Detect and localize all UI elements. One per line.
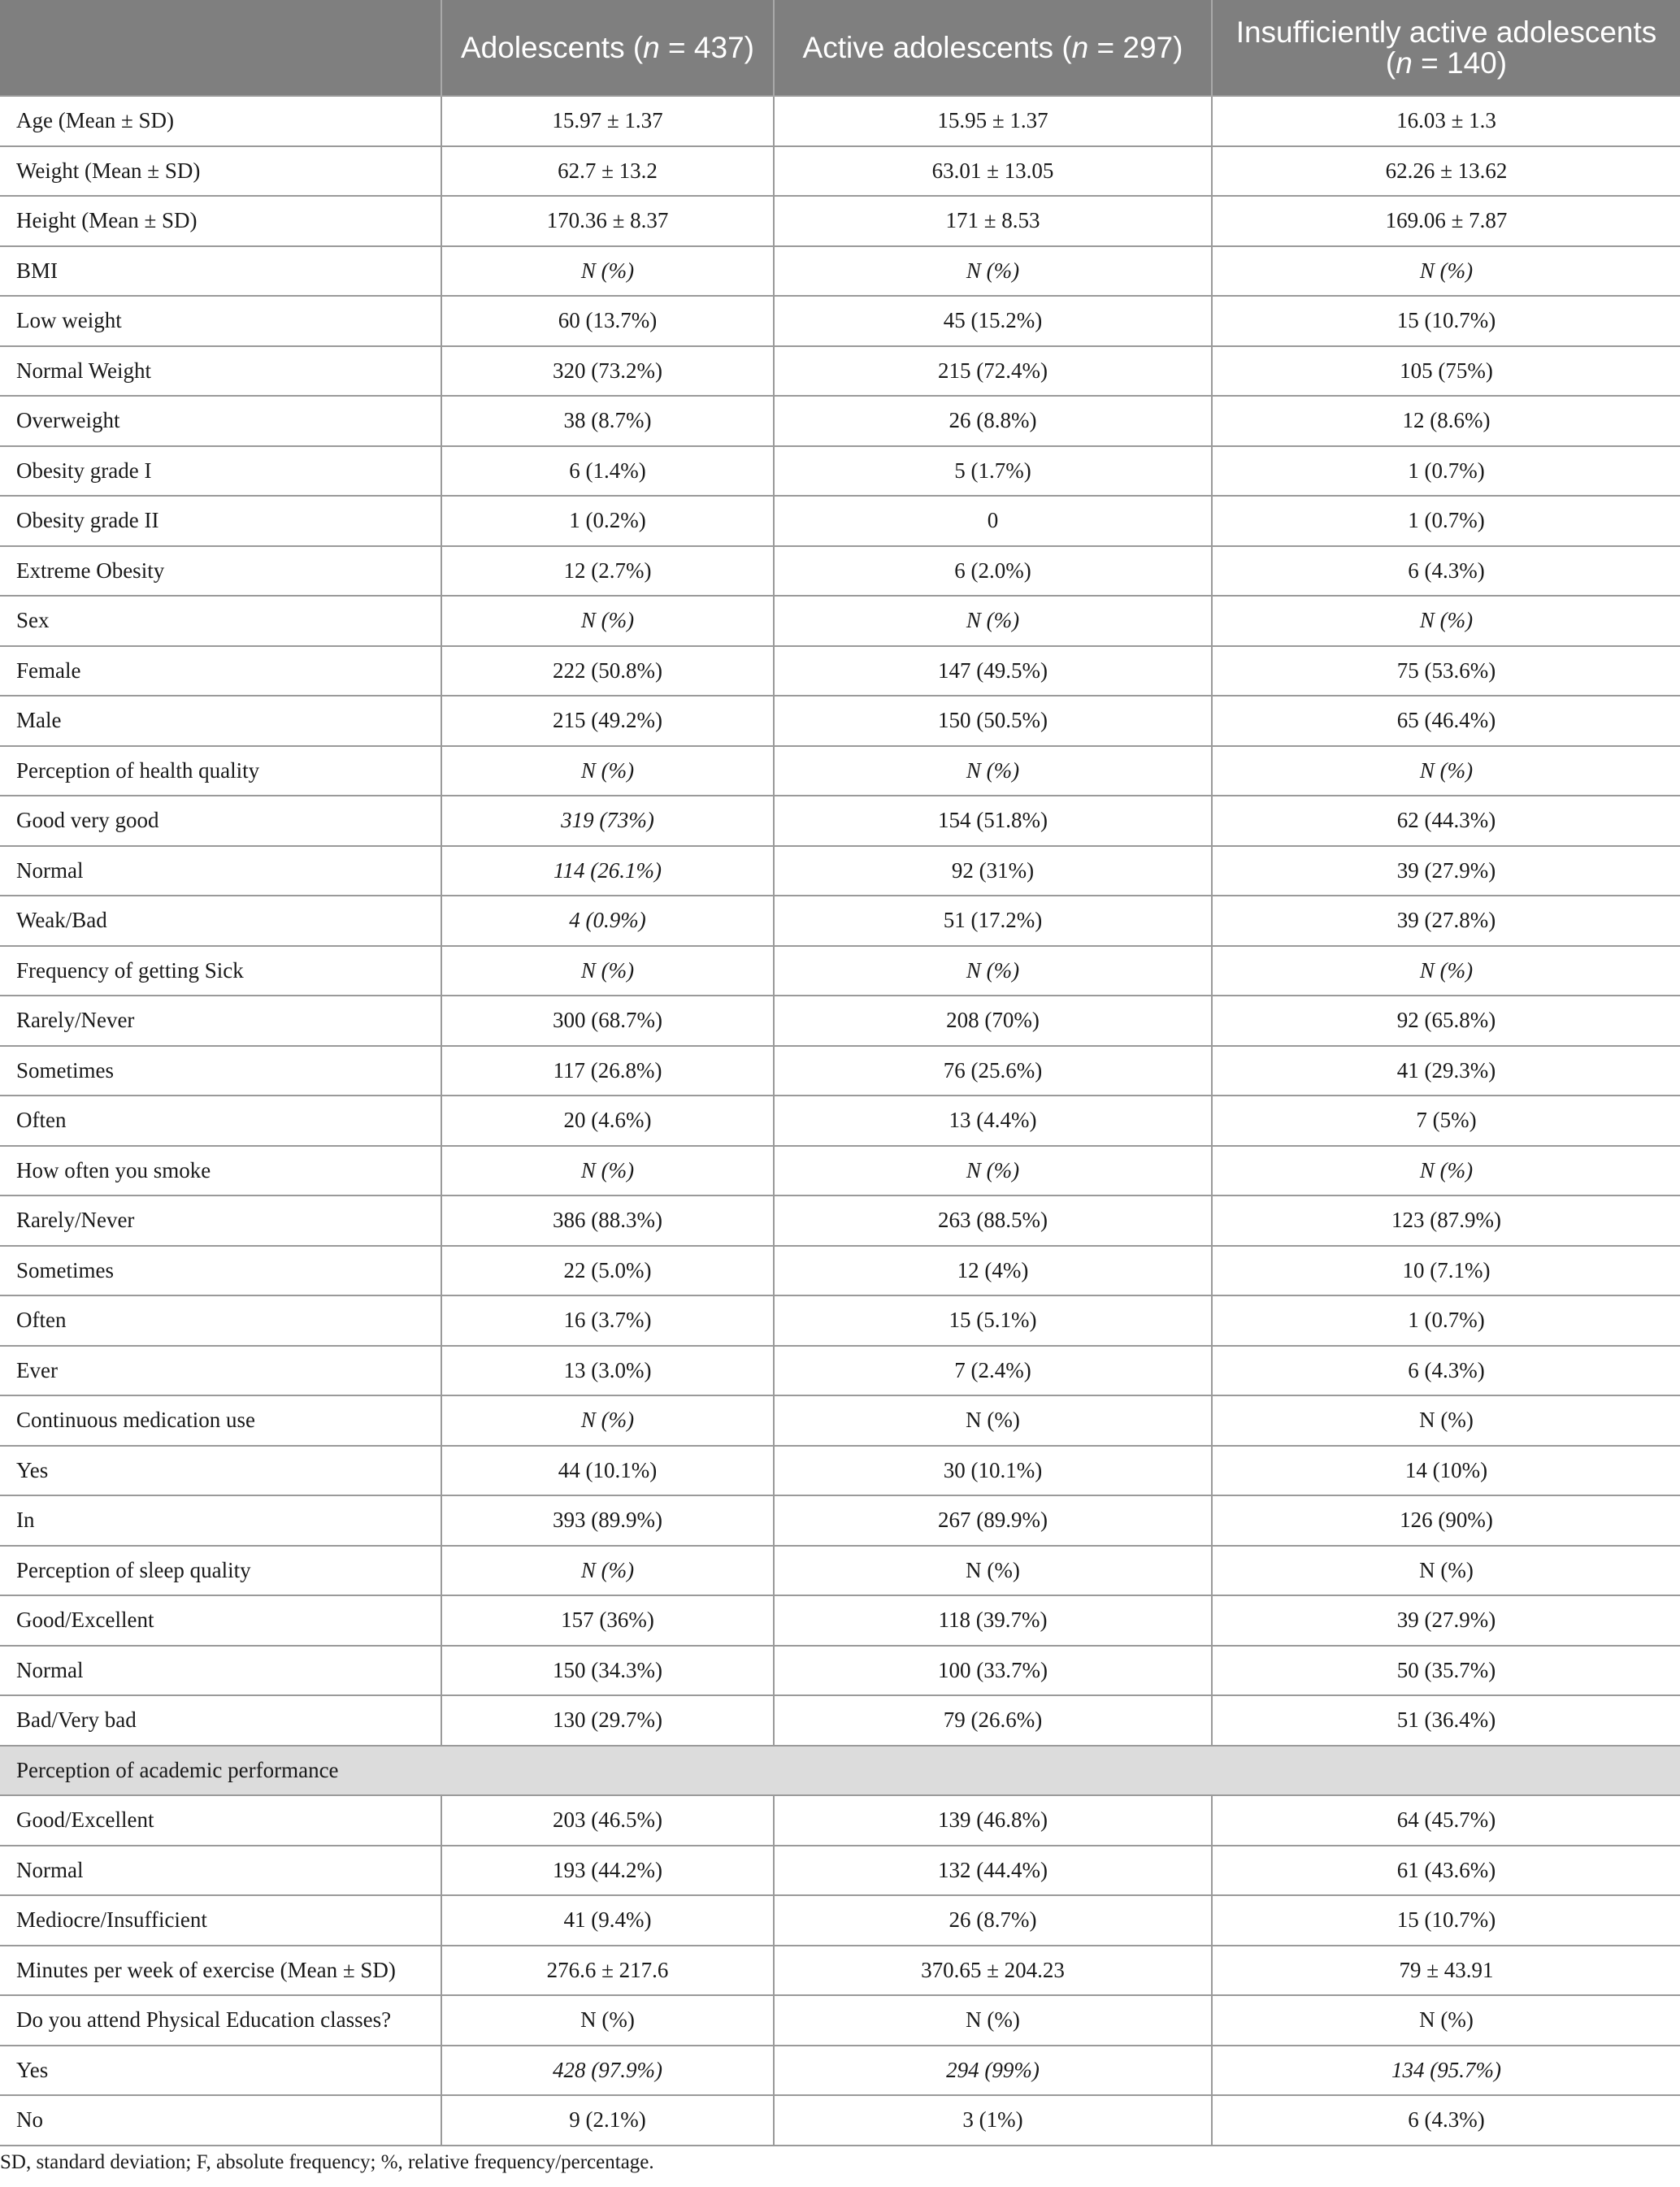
row-value: 139 (46.8%)	[774, 1795, 1212, 1846]
row-value: 44 (10.1%)	[441, 1446, 774, 1496]
row-value: 154 (51.8%)	[774, 796, 1212, 846]
row-label: Good/Excellent	[0, 1595, 441, 1646]
table-row	[0, 1195, 1680, 1246]
row-value: 51 (36.4%)	[1212, 1695, 1680, 1746]
row-value: N (%)	[1212, 596, 1680, 646]
row-value: 215 (72.4%)	[774, 346, 1212, 397]
row-label: Obesity grade I	[0, 446, 441, 497]
table-row	[0, 996, 1680, 1046]
table-row	[0, 1495, 1680, 1546]
row-label: Rarely/Never	[0, 996, 441, 1046]
row-label: Good/Excellent	[0, 1795, 441, 1846]
row-value: 62.26 ± 13.62	[1212, 146, 1680, 197]
row-value: 26 (8.8%)	[774, 396, 1212, 446]
table-row	[0, 696, 1680, 746]
row-label: Rarely/Never	[0, 1195, 441, 1246]
row-value: N (%)	[441, 596, 774, 646]
row-value: 26 (8.7%)	[774, 1895, 1212, 1946]
row-value: 150 (34.3%)	[441, 1646, 774, 1696]
header-adolescents: Adolescents (n = 437)	[441, 0, 774, 96]
row-value: 100 (33.7%)	[774, 1646, 1212, 1696]
row-value: 41 (29.3%)	[1212, 1046, 1680, 1096]
row-value: 117 (26.8%)	[441, 1046, 774, 1096]
row-label: Normal Weight	[0, 346, 441, 397]
row-value: 16 (3.7%)	[441, 1295, 774, 1346]
table-row	[0, 2046, 1680, 2096]
table-row	[0, 196, 1680, 246]
header-stub	[0, 0, 441, 96]
row-value: N (%)	[1212, 246, 1680, 297]
row-value: 123 (87.9%)	[1212, 1195, 1680, 1246]
row-label: Continuous medication use	[0, 1395, 441, 1446]
row-value: 1 (0.7%)	[1212, 1295, 1680, 1346]
row-value: 45 (15.2%)	[774, 296, 1212, 346]
row-value: 208 (70%)	[774, 996, 1212, 1046]
header-insufficiently-active: Insufficiently active adolescents (n = 140)	[1212, 0, 1680, 96]
row-value: N (%)	[441, 946, 774, 996]
row-value: N (%)	[774, 1146, 1212, 1196]
row-value: 64 (45.7%)	[1212, 1795, 1680, 1846]
row-value: 15.97 ± 1.37	[441, 96, 774, 146]
row-label: Often	[0, 1295, 441, 1346]
row-value: 1 (0.7%)	[1212, 496, 1680, 546]
row-value: 65 (46.4%)	[1212, 696, 1680, 746]
row-value: 79 ± 43.91	[1212, 1946, 1680, 1996]
row-label: Overweight	[0, 396, 441, 446]
row-value: N (%)	[774, 1546, 1212, 1596]
row-value: 39 (27.9%)	[1212, 846, 1680, 896]
row-value: 203 (46.5%)	[441, 1795, 774, 1846]
table-row	[0, 1995, 1680, 2046]
row-value: 147 (49.5%)	[774, 646, 1212, 696]
table-row	[0, 1446, 1680, 1496]
row-value: 92 (31%)	[774, 846, 1212, 896]
table-row	[0, 146, 1680, 197]
table-row	[0, 1046, 1680, 1096]
row-value: 1 (0.7%)	[1212, 446, 1680, 497]
table-row	[0, 1695, 1680, 1746]
row-value: 6 (4.3%)	[1212, 2095, 1680, 2146]
row-label: Male	[0, 696, 441, 746]
table-row	[0, 546, 1680, 597]
row-label: Weight (Mean ± SD)	[0, 146, 441, 197]
row-value: 6 (4.3%)	[1212, 1346, 1680, 1396]
row-label: Extreme Obesity	[0, 546, 441, 597]
row-value: 4 (0.9%)	[441, 896, 774, 946]
row-value: 428 (97.9%)	[441, 2046, 774, 2096]
row-value: 62.7 ± 13.2	[441, 146, 774, 197]
row-value: 15 (10.7%)	[1212, 296, 1680, 346]
table-row	[0, 1846, 1680, 1896]
row-label: Perception of health quality	[0, 746, 441, 796]
row-label: Sometimes	[0, 1046, 441, 1096]
table-row	[0, 1395, 1680, 1446]
header-row	[0, 0, 1680, 96]
row-value: 6 (1.4%)	[441, 446, 774, 497]
row-label: Yes	[0, 2046, 441, 2096]
table-row	[0, 2095, 1680, 2146]
table-row	[0, 796, 1680, 846]
row-value: 170.36 ± 8.37	[441, 196, 774, 246]
table-row	[0, 946, 1680, 996]
table-row	[0, 646, 1680, 696]
table-row	[0, 746, 1680, 796]
row-value: 263 (88.5%)	[774, 1195, 1212, 1246]
row-label: Often	[0, 1096, 441, 1146]
row-value: 320 (73.2%)	[441, 346, 774, 397]
table-row	[0, 396, 1680, 446]
row-value: 276.6 ± 217.6	[441, 1946, 774, 1996]
row-value: 7 (2.4%)	[774, 1346, 1212, 1396]
row-value: 0	[774, 496, 1212, 546]
row-value: 300 (68.7%)	[441, 996, 774, 1046]
row-label: Normal	[0, 846, 441, 896]
row-value: 370.65 ± 204.23	[774, 1946, 1212, 1996]
row-value: 12 (8.6%)	[1212, 396, 1680, 446]
row-label: Obesity grade II	[0, 496, 441, 546]
row-value: N (%)	[1212, 746, 1680, 796]
row-label: Female	[0, 646, 441, 696]
row-label: Low weight	[0, 296, 441, 346]
table-row	[0, 296, 1680, 346]
table-row	[0, 1895, 1680, 1946]
row-label: Minutes per week of exercise (Mean ± SD)	[0, 1946, 441, 1996]
row-value: N (%)	[1212, 1995, 1680, 2046]
row-value: 62 (44.3%)	[1212, 796, 1680, 846]
row-label: Age (Mean ± SD)	[0, 96, 441, 146]
row-value: 79 (26.6%)	[774, 1695, 1212, 1746]
row-value: 63.01 ± 13.05	[774, 146, 1212, 197]
row-value: N (%)	[774, 1995, 1212, 2046]
row-value: 38 (8.7%)	[441, 396, 774, 446]
row-label: Ever	[0, 1346, 441, 1396]
table-footnote: SD, standard deviation; F, absolute frequency; %, relative frequency/percentage.	[0, 2151, 654, 2173]
table-row	[0, 1246, 1680, 1296]
row-value: 39 (27.8%)	[1212, 896, 1680, 946]
row-value: 14 (10%)	[1212, 1446, 1680, 1496]
row-value: 294 (99%)	[774, 2046, 1212, 2096]
row-value: N (%)	[1212, 1146, 1680, 1196]
row-value: N (%)	[1212, 946, 1680, 996]
table-row	[0, 1096, 1680, 1146]
table-row	[0, 1595, 1680, 1646]
row-value: N (%)	[1212, 1395, 1680, 1446]
row-value: 193 (44.2%)	[441, 1846, 774, 1896]
table-body	[0, 96, 1680, 2146]
table-row	[0, 1646, 1680, 1696]
row-value: N (%)	[774, 746, 1212, 796]
row-value: 12 (4%)	[774, 1246, 1212, 1296]
row-value: 150 (50.5%)	[774, 696, 1212, 746]
row-label: Do you attend Physical Education classes?	[0, 1995, 441, 2046]
table-row	[0, 1746, 1680, 1796]
row-value: 39 (27.9%)	[1212, 1595, 1680, 1646]
row-label: Bad/Very bad	[0, 1695, 441, 1746]
table-row	[0, 596, 1680, 646]
row-label: Height (Mean ± SD)	[0, 196, 441, 246]
row-value: 126 (90%)	[1212, 1495, 1680, 1546]
row-value: 20 (4.6%)	[441, 1096, 774, 1146]
row-value: 171 ± 8.53	[774, 196, 1212, 246]
table-row	[0, 346, 1680, 397]
row-value: 13 (3.0%)	[441, 1346, 774, 1396]
table-row	[0, 96, 1680, 146]
table-row	[0, 1795, 1680, 1846]
row-value: 15 (5.1%)	[774, 1295, 1212, 1346]
row-value: 75 (53.6%)	[1212, 646, 1680, 696]
row-value: 393 (89.9%)	[441, 1495, 774, 1546]
row-value: 16.03 ± 1.3	[1212, 96, 1680, 146]
row-value: 105 (75%)	[1212, 346, 1680, 397]
row-value: 319 (73%)	[441, 796, 774, 846]
header-active-adolescents: Active adolescents (n = 297)	[774, 0, 1212, 96]
row-value: 222 (50.8%)	[441, 646, 774, 696]
row-value: 118 (39.7%)	[774, 1595, 1212, 1646]
row-label: Normal	[0, 1646, 441, 1696]
table-row	[0, 246, 1680, 297]
row-value: 130 (29.7%)	[441, 1695, 774, 1746]
row-value: 51 (17.2%)	[774, 896, 1212, 946]
table-row	[0, 1346, 1680, 1396]
table-row	[0, 1146, 1680, 1196]
table-row	[0, 1295, 1680, 1346]
row-value: N (%)	[774, 596, 1212, 646]
row-value: 92 (65.8%)	[1212, 996, 1680, 1046]
row-value: N (%)	[441, 1395, 774, 1446]
row-value: 22 (5.0%)	[441, 1246, 774, 1296]
row-value: 50 (35.7%)	[1212, 1646, 1680, 1696]
row-value: 41 (9.4%)	[441, 1895, 774, 1946]
row-value: 61 (43.6%)	[1212, 1846, 1680, 1896]
row-label: How often you smoke	[0, 1146, 441, 1196]
row-value: 134 (95.7%)	[1212, 2046, 1680, 2096]
row-value: 60 (13.7%)	[441, 296, 774, 346]
row-label: Yes	[0, 1446, 441, 1496]
row-label: No	[0, 2095, 441, 2146]
row-label: Good very good	[0, 796, 441, 846]
row-value: 157 (36%)	[441, 1595, 774, 1646]
row-value: N (%)	[441, 246, 774, 297]
table-row	[0, 496, 1680, 546]
table-row	[0, 446, 1680, 497]
row-label: Weak/Bad	[0, 896, 441, 946]
row-value: 15.95 ± 1.37	[774, 96, 1212, 146]
row-value: 386 (88.3%)	[441, 1195, 774, 1246]
row-value: 12 (2.7%)	[441, 546, 774, 597]
row-value: 6 (4.3%)	[1212, 546, 1680, 597]
row-label: Sex	[0, 596, 441, 646]
row-value: 13 (4.4%)	[774, 1096, 1212, 1146]
row-value: N (%)	[1212, 1546, 1680, 1596]
row-value: 7 (5%)	[1212, 1096, 1680, 1146]
row-value: 6 (2.0%)	[774, 546, 1212, 597]
row-value: N (%)	[774, 946, 1212, 996]
row-label: Perception of sleep quality	[0, 1546, 441, 1596]
row-value: N (%)	[774, 246, 1212, 297]
row-value: 267 (89.9%)	[774, 1495, 1212, 1546]
row-label: Perception of academic performance	[0, 1746, 1680, 1796]
row-value: 132 (44.4%)	[774, 1846, 1212, 1896]
row-value: 15 (10.7%)	[1212, 1895, 1680, 1946]
row-value: 5 (1.7%)	[774, 446, 1212, 497]
row-value: N (%)	[441, 1995, 774, 2046]
row-label: Mediocre/Insufficient	[0, 1895, 441, 1946]
row-label: BMI	[0, 246, 441, 297]
row-label: Normal	[0, 1846, 441, 1896]
table-row	[0, 1946, 1680, 1996]
table-row	[0, 1546, 1680, 1596]
table-row	[0, 896, 1680, 946]
row-value: 9 (2.1%)	[441, 2095, 774, 2146]
row-label: Frequency of getting Sick	[0, 946, 441, 996]
row-value: 3 (1%)	[774, 2095, 1212, 2146]
row-value: N (%)	[441, 1546, 774, 1596]
row-value: 215 (49.2%)	[441, 696, 774, 746]
row-value: N (%)	[774, 1395, 1212, 1446]
row-value: 169.06 ± 7.87	[1212, 196, 1680, 246]
row-label: In	[0, 1495, 441, 1546]
row-label: Sometimes	[0, 1246, 441, 1296]
row-value: N (%)	[441, 746, 774, 796]
row-value: N (%)	[441, 1146, 774, 1196]
row-value: 114 (26.1%)	[441, 846, 774, 896]
row-value: 10 (7.1%)	[1212, 1246, 1680, 1296]
row-value: 30 (10.1%)	[774, 1446, 1212, 1496]
row-value: 76 (25.6%)	[774, 1046, 1212, 1096]
row-value: 1 (0.2%)	[441, 496, 774, 546]
table-row	[0, 846, 1680, 896]
